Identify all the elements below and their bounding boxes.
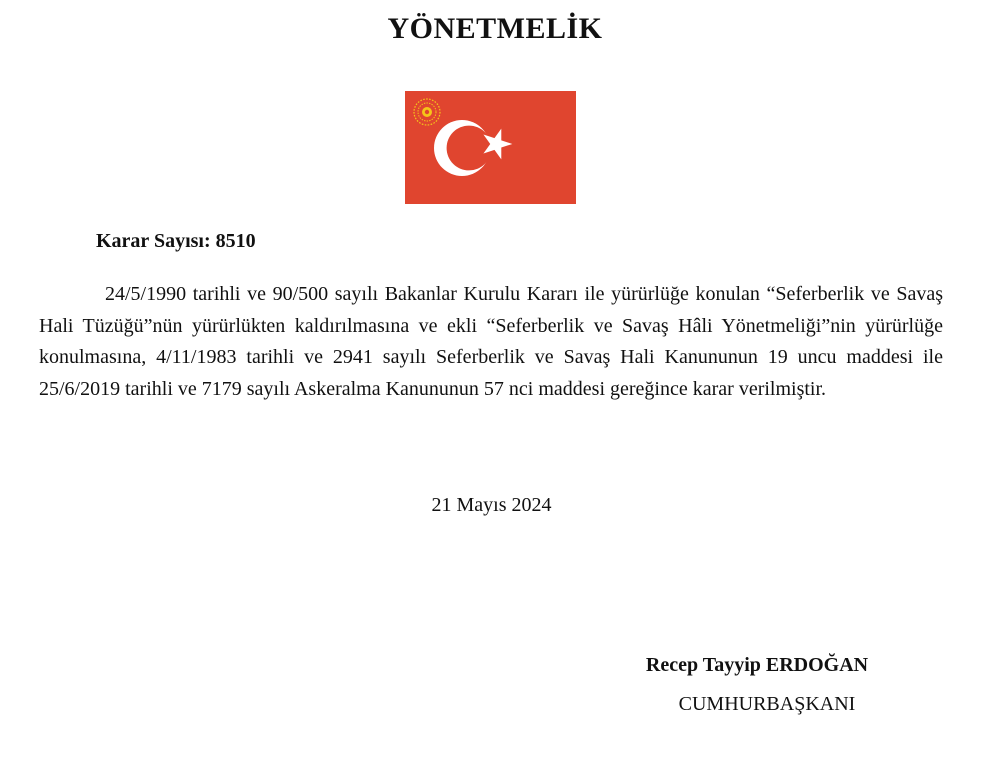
document-heading: YÖNETMELİK	[387, 12, 603, 45]
signer-name: Recep Tayyip ERDOĞAN	[645, 654, 869, 676]
turkish-flag-with-presidential-seal-icon	[405, 91, 576, 204]
decision-date: 21 Mayıs 2024	[431, 494, 552, 516]
signer-title: CUMHURBAŞKANI	[678, 693, 856, 715]
decision-number: Karar Sayısı: 8510	[96, 230, 256, 252]
decision-body-text: 24/5/1990 tarihli ve 90/500 sayılı Bakanlar Kurulu Kararı ile yürürlüğe konulan “Seferberlik ve Savaş Hali Tüzüğü”nün yürürlükten kaldırılmasına ve ekli “Seferberlik ve Savaş Hâli Yönetmeliği”nin yürürlüğe konulmasına, 4/11/1983 tarihli ve 2941 sayılı Seferberlik ve Savaş Hali Kanununun 19 uncu maddesi ile 25/6/2019 tarihli ve 7179 sayılı Askeralma Kanununun 57 nci maddesi gereğince karar verilmiştir.	[39, 283, 943, 400]
